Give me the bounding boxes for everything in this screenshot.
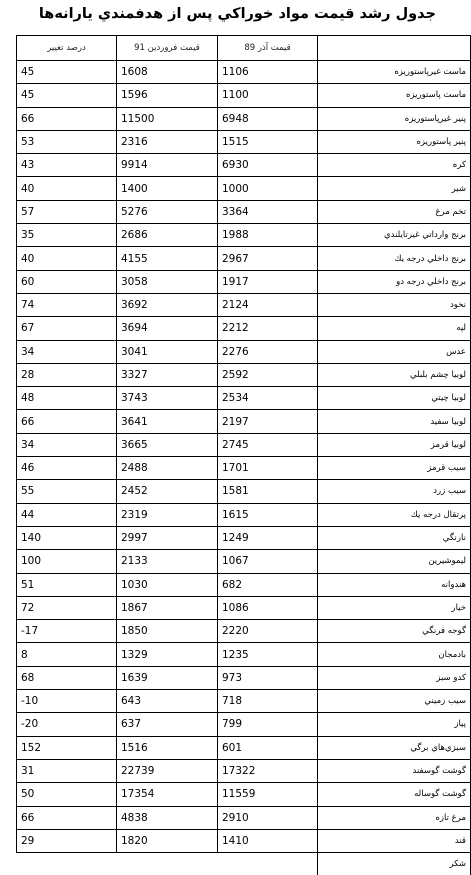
table-row (17, 526, 471, 549)
table-row (17, 806, 471, 829)
table-row (17, 853, 471, 875)
farvardin91-cell: 1596 (117, 84, 218, 107)
table-row (17, 736, 471, 759)
change-cell: 8 (17, 643, 117, 666)
header-change: درصد تغيير (17, 36, 117, 61)
table-row (17, 713, 471, 736)
item-cell: ماست غيرپاستوريزه (318, 61, 471, 84)
table-row (17, 410, 471, 433)
farvardin91-cell: 1820 (117, 829, 218, 852)
change-cell: 46 (17, 457, 117, 480)
farvardin91-cell: 9914 (117, 154, 218, 177)
table-row (17, 759, 471, 782)
change-cell: 50 (17, 783, 117, 806)
azar89-cell: 1067 (218, 550, 318, 573)
table-row (17, 573, 471, 596)
change-cell: 72 (17, 596, 117, 619)
azar89-cell: 1106 (218, 61, 318, 84)
table-row (17, 387, 471, 410)
azar89-cell: 1917 (218, 270, 318, 293)
page-title: جدول رشد قيمت مواد خوراكي پس از هدفمندي يارانه‌ها (38, 6, 436, 22)
farvardin91-cell: 637 (117, 713, 218, 736)
azar89-cell: 1988 (218, 224, 318, 247)
azar89-cell: 6930 (218, 154, 318, 177)
azar89-cell: 3364 (218, 200, 318, 223)
farvardin91-cell: 11500 (117, 107, 218, 130)
azar89-cell: 2276 (218, 340, 318, 363)
table-row (17, 480, 471, 503)
table-row (17, 666, 471, 689)
change-cell: 34 (17, 340, 117, 363)
change-cell: 60 (17, 270, 117, 293)
azar89-cell: 2745 (218, 433, 318, 456)
farvardin91-cell: 1639 (117, 666, 218, 689)
farvardin91-cell: 2488 (117, 457, 218, 480)
azar89-cell: 2967 (218, 247, 318, 270)
change-cell: 152 (17, 736, 117, 759)
price-table (16, 35, 471, 875)
item-cell: هندوانه (318, 573, 471, 596)
table-row (17, 224, 471, 247)
item-cell: گوشت گوساله (318, 783, 471, 806)
azar89-cell: 1515 (218, 130, 318, 153)
table-row (17, 457, 471, 480)
azar89-cell: 2592 (218, 363, 318, 386)
azar89-cell: 1100 (218, 84, 318, 107)
change-cell: 35 (17, 224, 117, 247)
table-row (17, 596, 471, 619)
table-row (17, 84, 471, 107)
table-row (17, 690, 471, 713)
azar89-cell: 2910 (218, 806, 318, 829)
azar89-cell: 2212 (218, 317, 318, 340)
empty-cell (117, 853, 218, 875)
header-azar89: قيمت آذر 89 (218, 36, 318, 61)
table-row (17, 177, 471, 200)
change-cell: 67 (17, 317, 117, 340)
azar89-cell: 11559 (218, 783, 318, 806)
item-cell: سيب قرمز (318, 457, 471, 480)
item-cell: برنج داخلي درجه دو (318, 270, 471, 293)
item-cell: ليموشيرين (318, 550, 471, 573)
farvardin91-cell: 5276 (117, 200, 218, 223)
change-cell: 40 (17, 177, 117, 200)
change-cell: 45 (17, 84, 117, 107)
farvardin91-cell: 3694 (117, 317, 218, 340)
table-row (17, 270, 471, 293)
azar89-cell: 1615 (218, 503, 318, 526)
azar89-cell: 1249 (218, 526, 318, 549)
table-header-row (17, 36, 471, 61)
item-cell: خيار (318, 596, 471, 619)
empty-cell (17, 853, 117, 875)
farvardin91-cell: 2686 (117, 224, 218, 247)
change-cell: 31 (17, 759, 117, 782)
header-farvardin91: قيمت فروردين 91 (117, 36, 218, 61)
item-cell: سيب زميني (318, 690, 471, 713)
farvardin91-cell: 3665 (117, 433, 218, 456)
farvardin91-cell: 1329 (117, 643, 218, 666)
change-cell: -17 (17, 620, 117, 643)
change-cell: 68 (17, 666, 117, 689)
change-cell: 55 (17, 480, 117, 503)
farvardin91-cell: 22739 (117, 759, 218, 782)
table-row (17, 829, 471, 852)
farvardin91-cell: 3041 (117, 340, 218, 363)
azar89-cell: 601 (218, 736, 318, 759)
item-cell: گوشت گوسفند (318, 759, 471, 782)
change-cell: -20 (17, 713, 117, 736)
azar89-cell: 1701 (218, 457, 318, 480)
azar89-cell: 2124 (218, 293, 318, 316)
farvardin91-cell: 1516 (117, 736, 218, 759)
item-cell: قند (318, 829, 471, 852)
change-cell: 53 (17, 130, 117, 153)
farvardin91-cell: 3692 (117, 293, 218, 316)
change-cell: 57 (17, 200, 117, 223)
table-row (17, 783, 471, 806)
farvardin91-cell: 2133 (117, 550, 218, 573)
change-cell: 66 (17, 410, 117, 433)
change-cell: 43 (17, 154, 117, 177)
item-cell: تخم مرغ (318, 200, 471, 223)
header-item (318, 36, 471, 61)
item-cell: لوبيا چيتي (318, 387, 471, 410)
farvardin91-cell: 643 (117, 690, 218, 713)
farvardin91-cell: 4838 (117, 806, 218, 829)
change-cell: 51 (17, 573, 117, 596)
azar89-cell: 1581 (218, 480, 318, 503)
item-cell: لوبيا چشم بلبلي (318, 363, 471, 386)
item-cell: مرغ تازه (318, 806, 471, 829)
change-cell: 66 (17, 806, 117, 829)
table-row (17, 200, 471, 223)
item-cell: سبزي‌هاي برگي (318, 736, 471, 759)
farvardin91-cell: 3743 (117, 387, 218, 410)
item-cell: كدو سبز (318, 666, 471, 689)
farvardin91-cell: 2316 (117, 130, 218, 153)
change-cell: 44 (17, 503, 117, 526)
table-row (17, 363, 471, 386)
farvardin91-cell: 2452 (117, 480, 218, 503)
table-row (17, 293, 471, 316)
item-cell: شكر (318, 853, 471, 875)
table-row (17, 154, 471, 177)
table-row (17, 550, 471, 573)
table-row (17, 247, 471, 270)
change-cell: -10 (17, 690, 117, 713)
farvardin91-cell: 1030 (117, 573, 218, 596)
change-cell: 29 (17, 829, 117, 852)
azar89-cell: 682 (218, 573, 318, 596)
change-cell: 40 (17, 247, 117, 270)
table-row (17, 433, 471, 456)
item-cell: پنير پاستوريزه (318, 130, 471, 153)
item-cell: لوبيا سفيد (318, 410, 471, 433)
table-row (17, 107, 471, 130)
item-cell: پرتقال درجه يك (318, 503, 471, 526)
azar89-cell: 2220 (218, 620, 318, 643)
farvardin91-cell: 3058 (117, 270, 218, 293)
azar89-cell: 1410 (218, 829, 318, 852)
item-cell: گوجه فرنگي (318, 620, 471, 643)
change-cell: 100 (17, 550, 117, 573)
azar89-cell: 718 (218, 690, 318, 713)
item-cell: لپه (318, 317, 471, 340)
azar89-cell: 6948 (218, 107, 318, 130)
azar89-cell: 2197 (218, 410, 318, 433)
item-cell: ماست پاستوريزه (318, 84, 471, 107)
table-row (17, 130, 471, 153)
azar89-cell: 1086 (218, 596, 318, 619)
farvardin91-cell: 2319 (117, 503, 218, 526)
item-cell: نارنگي (318, 526, 471, 549)
table-row (17, 620, 471, 643)
item-cell: لوبيا قرمز (318, 433, 471, 456)
item-cell: عدس (318, 340, 471, 363)
change-cell: 34 (17, 433, 117, 456)
farvardin91-cell: 1850 (117, 620, 218, 643)
farvardin91-cell: 4155 (117, 247, 218, 270)
table-row (17, 503, 471, 526)
farvardin91-cell: 1400 (117, 177, 218, 200)
farvardin91-cell: 3641 (117, 410, 218, 433)
azar89-cell: 1235 (218, 643, 318, 666)
azar89-cell: 2534 (218, 387, 318, 410)
empty-cell (218, 853, 318, 875)
item-cell: پنير غيرپاستوريزه (318, 107, 471, 130)
table-row (17, 317, 471, 340)
change-cell: 140 (17, 526, 117, 549)
item-cell: سيب زرد (318, 480, 471, 503)
item-cell: برنج وارداتي غيرتايلندي (318, 224, 471, 247)
table-row (17, 340, 471, 363)
azar89-cell: 799 (218, 713, 318, 736)
item-cell: شير (318, 177, 471, 200)
change-cell: 45 (17, 61, 117, 84)
table-row (17, 61, 471, 84)
item-cell: بادمجان (318, 643, 471, 666)
item-cell: برنج داخلي درجه يك (318, 247, 471, 270)
item-cell: پياز (318, 713, 471, 736)
change-cell: 74 (17, 293, 117, 316)
farvardin91-cell: 17354 (117, 783, 218, 806)
farvardin91-cell: 2997 (117, 526, 218, 549)
item-cell: نخود (318, 293, 471, 316)
change-cell: 66 (17, 107, 117, 130)
farvardin91-cell: 3327 (117, 363, 218, 386)
azar89-cell: 973 (218, 666, 318, 689)
change-cell: 28 (17, 363, 117, 386)
farvardin91-cell: 1867 (117, 596, 218, 619)
table-row (17, 643, 471, 666)
change-cell: 48 (17, 387, 117, 410)
azar89-cell: 17322 (218, 759, 318, 782)
item-cell: كره (318, 154, 471, 177)
azar89-cell: 1000 (218, 177, 318, 200)
farvardin91-cell: 1608 (117, 61, 218, 84)
